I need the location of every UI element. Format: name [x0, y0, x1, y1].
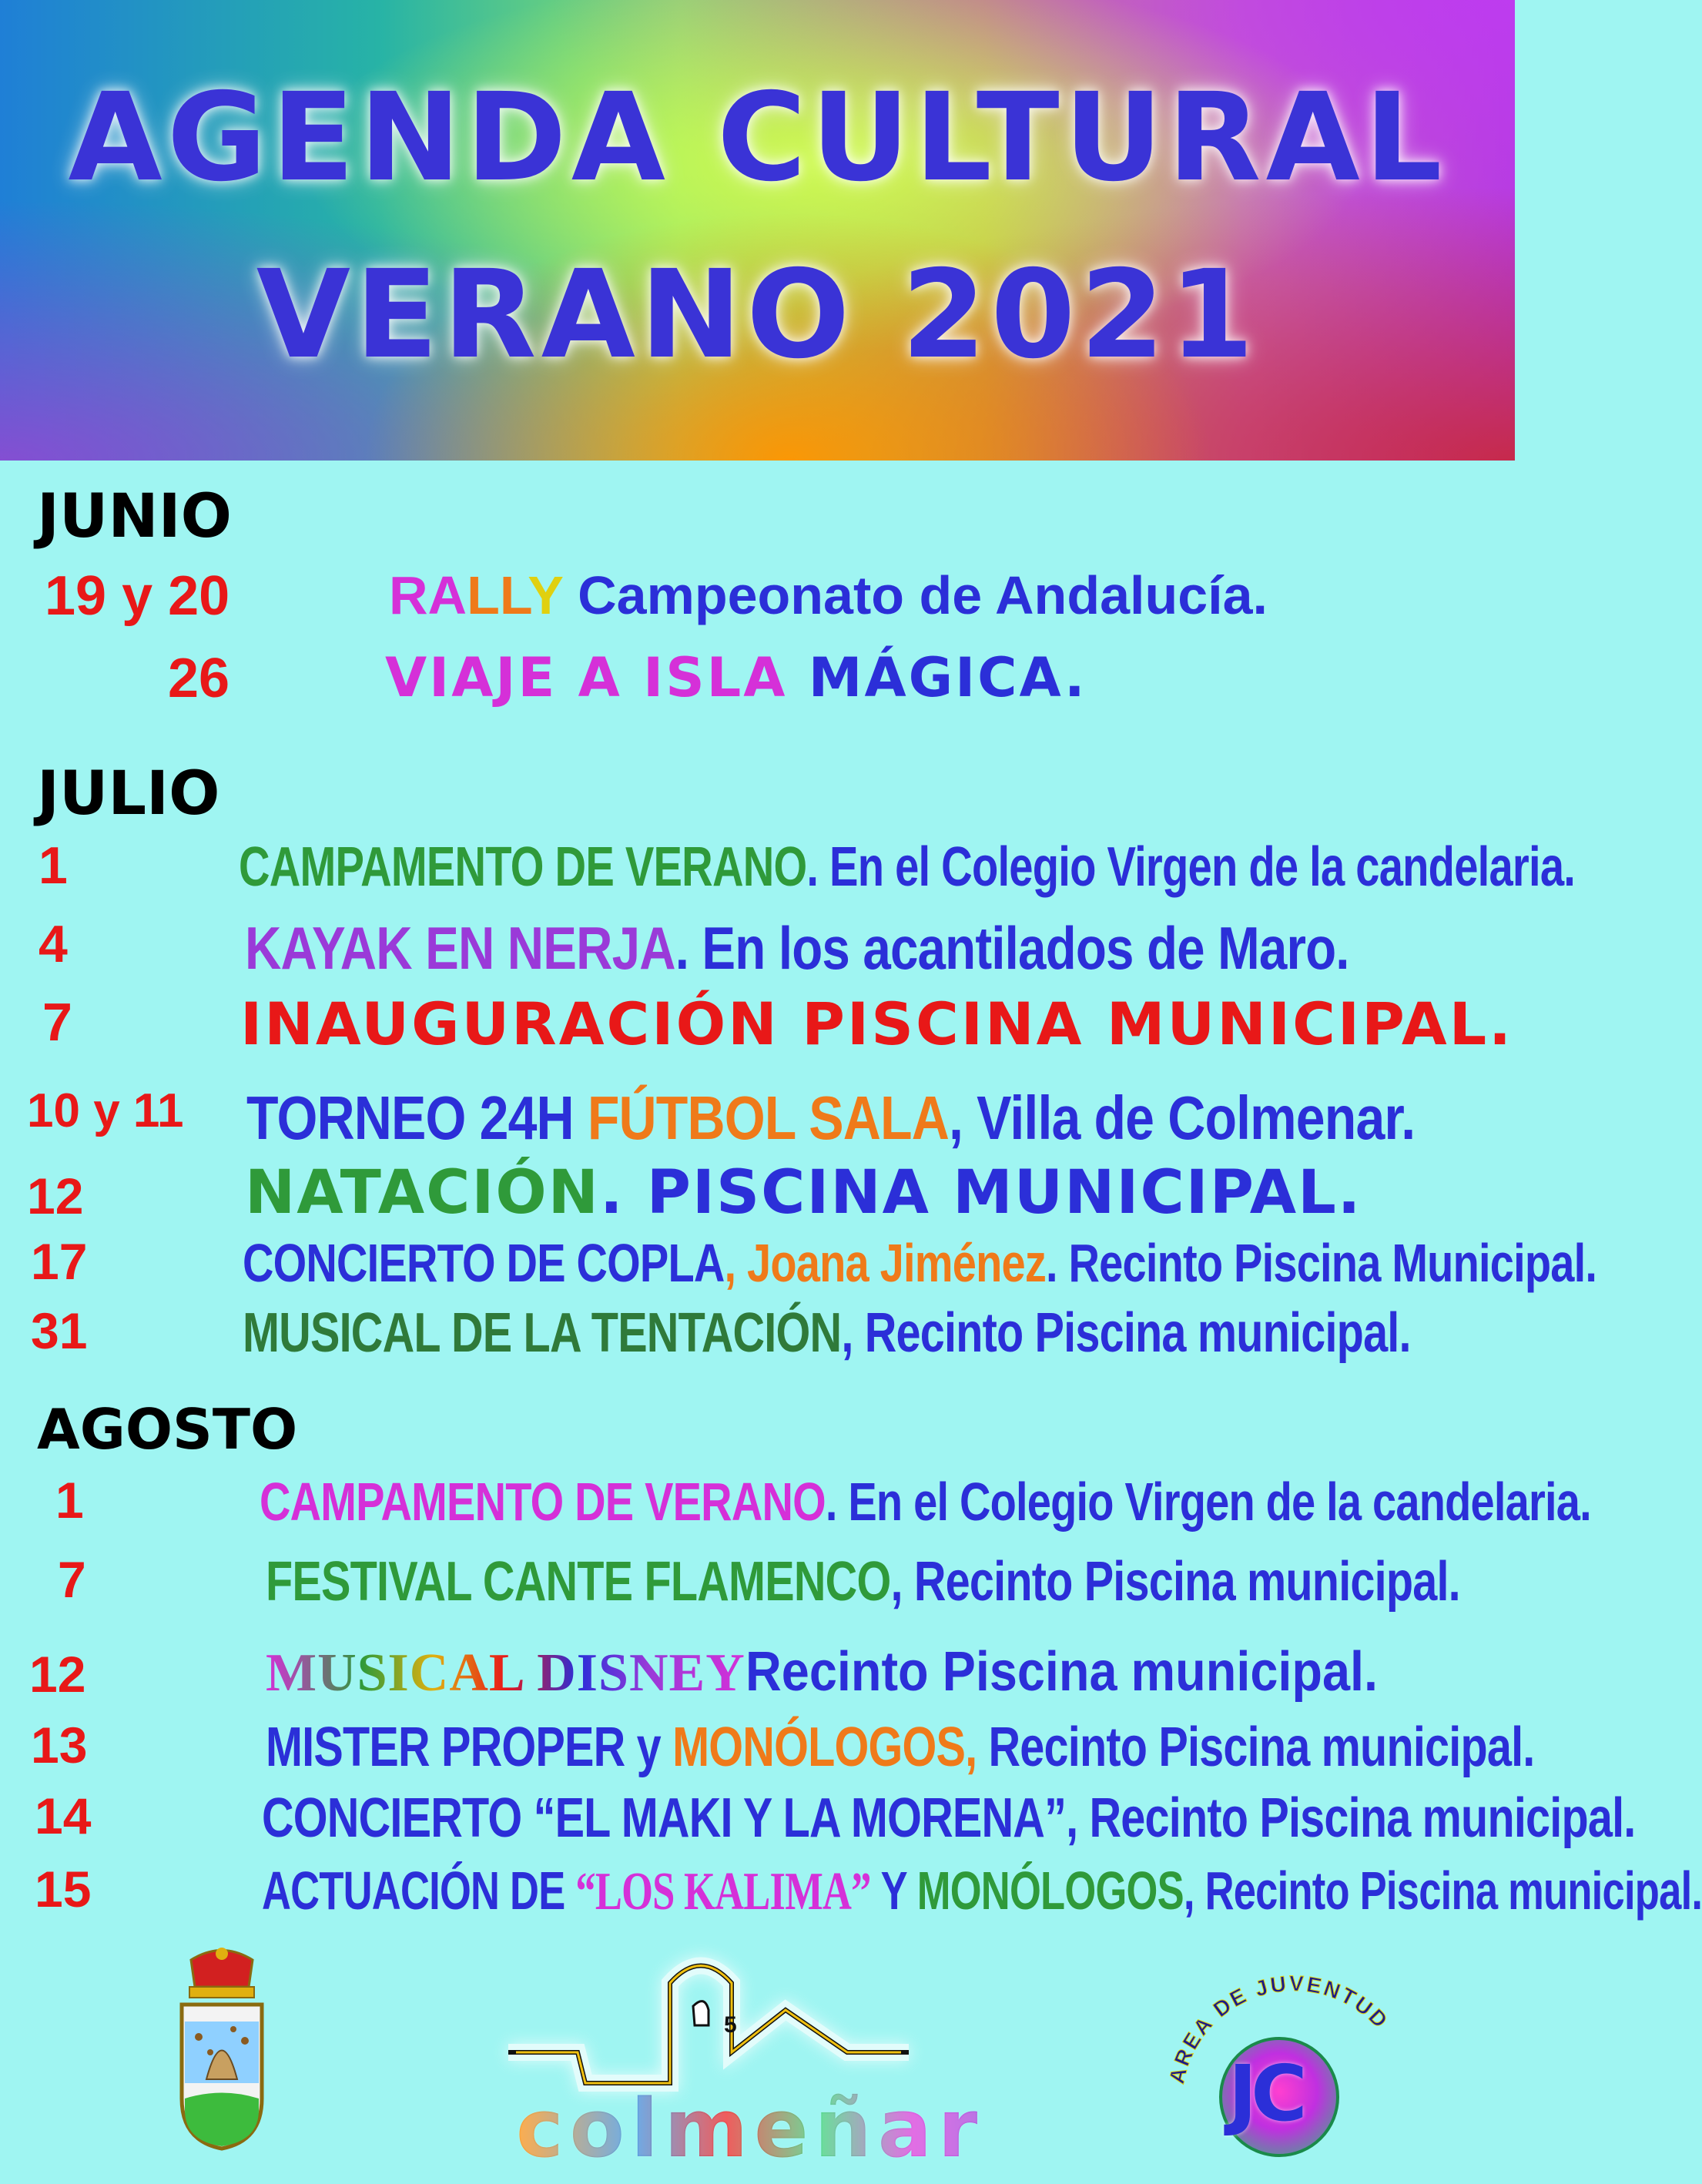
event-text: KAYAK EN NERJA: [245, 914, 675, 982]
event-text: CONCIERTO “EL MAKI Y LA MORENA”: [262, 1787, 1067, 1849]
event-row: [0, 1158, 1515, 1228]
event-text: , Recinto Piscina municipal.: [1183, 1861, 1702, 1921]
colmenar-logo: [501, 1937, 984, 2176]
event-row: [0, 914, 1515, 982]
event-description: [266, 1641, 1448, 1703]
juventud-arc-text: AREA DE JUVENTUD: [1164, 1971, 1394, 2086]
event-text: MONÓLOGOS: [916, 1861, 1184, 1921]
church-number: 5: [724, 2012, 737, 2038]
event-text: LL: [467, 565, 528, 625]
event-description: [266, 1717, 1535, 1778]
event-description: [240, 990, 1514, 1058]
event-text: ACTUACIÓN DE: [262, 1861, 576, 1921]
event-description: [262, 1787, 1636, 1849]
event-text: CONCIERTO DE COPLA: [243, 1233, 725, 1293]
coat-of-arms-logo: [168, 1944, 276, 2152]
event-date: 31: [31, 1302, 88, 1359]
event-text: FESTIVAL CANTE FLAMENCO: [266, 1551, 891, 1613]
event-description: [260, 1472, 1591, 1532]
event-text: , Recinto Piscina municipal.: [890, 1551, 1460, 1613]
event-description: [262, 1861, 1702, 1921]
event-row: [0, 1472, 1591, 1536]
event-date: 17: [31, 1233, 88, 1290]
event-text: Y: [528, 565, 563, 625]
event-text: . Recinto Piscina Municipal.: [1046, 1233, 1597, 1293]
event-description: [266, 1551, 1460, 1613]
event-row: [0, 1787, 1636, 1852]
event-description: [243, 1233, 1597, 1293]
event-text: , Recinto Piscina municipal.: [841, 1302, 1411, 1364]
event-date: 26: [168, 648, 230, 709]
event-text: MUSICAL DE LA TENTACIÓN: [243, 1302, 842, 1364]
event-date: 7: [42, 992, 72, 1052]
event-row: [0, 836, 1576, 901]
event-description: [385, 646, 1087, 709]
title-line-1: AGENDA CULTURAL: [68, 67, 1447, 209]
event-row: [0, 1641, 1515, 1706]
event-text: , Joana Jiménez: [724, 1233, 1047, 1293]
event-text: TORNEO 24H: [246, 1084, 588, 1152]
event-text: CAMPAMENTO DE VERANO: [239, 836, 807, 898]
event-date: 7: [58, 1551, 86, 1608]
event-description: [389, 565, 1268, 625]
month-julio: JULIO: [37, 759, 220, 829]
event-date: 12: [27, 1167, 84, 1224]
event-description: [246, 1084, 1416, 1152]
event-text: MISTER PROPER y: [266, 1717, 673, 1778]
jc-monogram: JC: [1228, 2048, 1302, 2139]
event-description: [245, 914, 1349, 982]
event-text: VIAJE A ISLA: [385, 646, 809, 709]
event-date: 13: [31, 1717, 88, 1774]
event-description: [245, 1158, 1362, 1228]
event-date: 15: [35, 1861, 92, 1918]
event-description: [243, 1302, 1411, 1364]
event-date: 19 y 20: [45, 565, 230, 627]
month-agosto: AGOSTO: [37, 1397, 298, 1462]
event-date: 4: [39, 915, 68, 973]
event-text: . En el Colegio Virgen de la candelaria.: [806, 836, 1576, 898]
event-text: . PISCINA MUNICIPAL.: [599, 1158, 1362, 1228]
event-row: [0, 1717, 1535, 1781]
header-banner: [0, 0, 1515, 461]
event-text: MONÓLOGOS,: [672, 1717, 977, 1778]
event-text: Recinto Piscina municipal.: [745, 1641, 1378, 1703]
event-row: [0, 1302, 1515, 1367]
colmenar-wordmark: colmeñar: [516, 2082, 984, 2176]
event-date: 1: [39, 836, 68, 895]
event-text: CAMPAMENTO DE VERANO: [260, 1472, 826, 1532]
event-text: FÚTBOL SALA: [587, 1084, 949, 1152]
event-text: . En los acantilados de Maro.: [675, 914, 1349, 982]
musical-disney-text: MUSICAL DISNEY: [266, 1643, 745, 1703]
crest-icon: [168, 1944, 276, 2152]
event-text: , Villa de Colmenar.: [948, 1084, 1416, 1152]
event-row: [0, 1233, 1597, 1298]
event-row: [0, 565, 1515, 630]
event-description: [239, 836, 1576, 898]
event-row: [0, 1551, 1515, 1616]
event-text: MÁGICA.: [808, 646, 1087, 709]
event-text: RA: [389, 565, 467, 625]
event-text: Recinto Piscina municipal.: [977, 1717, 1535, 1778]
event-row: [0, 1084, 1515, 1152]
event-text: Y: [870, 1861, 917, 1921]
event-row: [0, 990, 1515, 1058]
event-text: Campeonato de Andalucía.: [562, 565, 1268, 625]
event-text: “LOS KALIMA”: [575, 1862, 871, 1921]
month-junio: JUNIO: [37, 482, 232, 551]
event-text: . En el Colegio Virgen de la candelaria.: [825, 1472, 1591, 1532]
event-row: [0, 646, 1515, 712]
event-date: 10 y 11: [27, 1084, 184, 1137]
event-row: [0, 1861, 1702, 1925]
event-date: 12: [29, 1646, 86, 1703]
title-line-2: VERANO 2021: [256, 244, 1259, 386]
event-text: INAUGURACIÓN PISCINA MUNICIPAL.: [240, 990, 1514, 1058]
area-juventud-logo: [1151, 1971, 1436, 2156]
event-date: 14: [35, 1787, 92, 1844]
event-date: 1: [55, 1472, 84, 1529]
event-text: , Recinto Piscina municipal.: [1066, 1787, 1636, 1849]
event-text: NATACIÓN: [245, 1158, 600, 1228]
